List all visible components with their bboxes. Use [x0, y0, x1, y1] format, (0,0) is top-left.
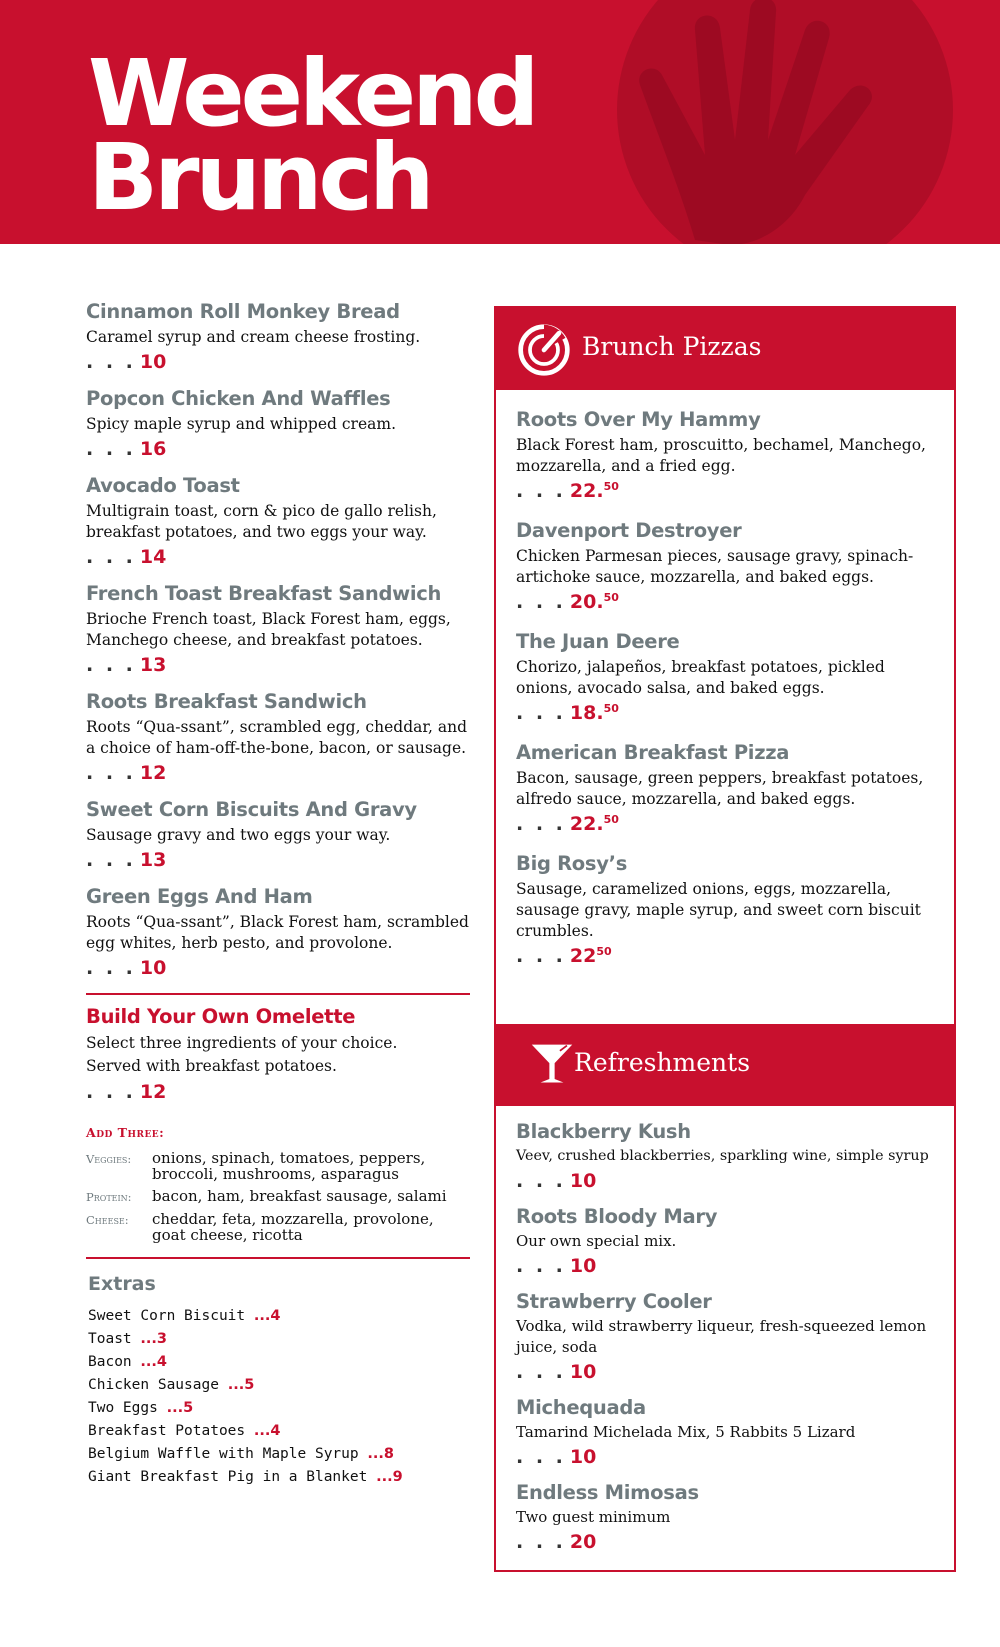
item-price: [516, 1255, 946, 1277]
item-name: French Toast Breakfast Sandwich: [86, 582, 442, 605]
price-value: 10: [569, 1446, 597, 1468]
item-price: [86, 546, 470, 568]
page-title: [88, 40, 536, 231]
option-row: [86, 1188, 470, 1205]
right-menu-box: [494, 306, 956, 1572]
option-row: [86, 1211, 470, 1243]
item-description: Chorizo, jalapeños, breakfast potatoes, pickled onions, avocado salsa, and baked eggs.: [516, 658, 885, 697]
cocktail-glass-icon: [530, 1042, 574, 1086]
extra-name: Sweet Corn Biscuit: [88, 1308, 246, 1324]
extra-price: ...5: [166, 1400, 194, 1416]
price-value: 12: [139, 762, 167, 784]
menu-item: [516, 1205, 946, 1277]
item-description: Brioche French toast, Black Forest ham, eggs, Manchego cheese, and breakfast potatoes.: [86, 610, 451, 649]
item-name: Roots Bloody Mary: [516, 1205, 718, 1228]
menu-item: [516, 408, 946, 502]
price-value: 20.: [569, 591, 604, 613]
handprint-logo-icon: [600, 0, 960, 244]
option-label: Veggies:: [86, 1152, 132, 1166]
price-value: 16: [139, 438, 167, 460]
extra-item: [86, 1466, 470, 1489]
item-description: Multigrain toast, corn & pico de gallo relish, breakfast potatoes, and two eggs your way.: [86, 502, 437, 541]
left-menu-column: [86, 300, 470, 1489]
price-dots: . . .: [86, 546, 136, 568]
pizza-list: [516, 408, 946, 984]
price-value: 22.: [569, 480, 604, 502]
item-name: Blackberry Kush: [516, 1120, 691, 1143]
price-dots: . . .: [516, 813, 566, 835]
price-dots: . . .: [86, 849, 136, 871]
price-dots: . . .: [516, 1255, 566, 1277]
item-description: Sausage gravy and two eggs your way.: [86, 826, 391, 844]
option-row: [86, 1150, 470, 1182]
item-description: Veev, crushed blackberries, sparkling wine, simple syrup: [516, 1148, 929, 1164]
item-price: [86, 438, 470, 460]
extra-price: ...9: [376, 1469, 403, 1485]
item-price: [516, 945, 946, 967]
extra-price: ...4: [140, 1354, 168, 1370]
item-price: [516, 1170, 946, 1192]
item-description: Two guest minimum: [516, 1508, 671, 1526]
item-price: [86, 762, 470, 784]
item-name: The Juan Deere: [516, 630, 680, 653]
omelette-item: [86, 1005, 470, 1103]
price-dots: . . .: [516, 702, 566, 724]
option-value: bacon, ham, breakfast sausage, salami: [152, 1187, 447, 1205]
refreshment-list: [516, 1120, 946, 1566]
price-value: 18.: [569, 702, 604, 724]
price-value: 20: [569, 1531, 597, 1553]
menu-item: [516, 741, 946, 835]
item-description: Bacon, sausage, green peppers, breakfast potatoes, alfredo sauce, mozzarella, and baked eggs.: [516, 769, 924, 808]
extras-heading: Extras: [88, 1273, 156, 1295]
price-cents: 50: [596, 945, 612, 958]
extra-name: Belgium Waffle with Maple Syrup: [88, 1446, 359, 1462]
item-price: [516, 813, 946, 835]
item-price: [516, 480, 946, 502]
extra-price: ...5: [227, 1377, 255, 1393]
price-dots: . . .: [516, 1170, 566, 1192]
item-name: Roots Over My Hammy: [516, 408, 761, 431]
price-cents: 50: [603, 702, 619, 715]
price-value: 13: [139, 849, 167, 871]
extra-name: Two Eggs: [88, 1400, 158, 1416]
menu-item: [86, 474, 470, 568]
item-price: [516, 1531, 946, 1553]
item-price: [516, 1361, 946, 1383]
extra-item: [86, 1443, 470, 1466]
option-value: cheddar, feta, mozzarella, provolone, goat cheese, ricotta: [152, 1210, 434, 1244]
extra-item: [86, 1351, 470, 1374]
item-price: [516, 702, 946, 724]
menu-item: [516, 1481, 946, 1553]
add-three-heading: Add Three:: [86, 1125, 165, 1140]
price-dots: . . .: [86, 762, 136, 784]
price-value: 10: [569, 1170, 597, 1192]
price-cents: 50: [603, 813, 619, 826]
item-price: [86, 654, 470, 676]
title-line-2: Brunch: [88, 124, 431, 231]
refreshments-banner: [496, 1024, 954, 1106]
price-dots: . . .: [516, 1531, 566, 1553]
price-dots: . . .: [516, 1446, 566, 1468]
item-name: Sweet Corn Biscuits And Gravy: [86, 798, 417, 821]
header-banner: [0, 0, 1000, 244]
extra-name: Toast: [88, 1331, 132, 1347]
price-dots: . . .: [516, 591, 566, 613]
item-name: Roots Breakfast Sandwich: [86, 690, 367, 713]
menu-item: [516, 1290, 946, 1383]
item-description: Our own special mix.: [516, 1232, 677, 1250]
item-description: Served with breakfast potatoes.: [86, 1057, 337, 1075]
section-title: Refreshments: [574, 1048, 751, 1077]
extra-name: Breakfast Potatoes: [88, 1423, 246, 1439]
option-value: onions, spinach, tomatoes, peppers, broccoli, mushrooms, asparagus: [152, 1149, 426, 1183]
price-dots: . . .: [516, 1361, 566, 1383]
item-description: Tamarind Michelada Mix, 5 Rabbits 5 Lizard: [516, 1423, 856, 1441]
item-name: Big Rosy’s: [516, 852, 628, 875]
menu-item: [516, 852, 946, 967]
price-value: 12: [139, 1081, 167, 1103]
price-value: 10: [139, 957, 167, 979]
menu-item: [86, 582, 470, 676]
menu-item: [86, 798, 470, 871]
extra-price: ...3: [140, 1331, 168, 1347]
price-value: 22.: [569, 813, 604, 835]
item-description: Roots “Qua-ssant”, Black Forest ham, scrambled egg whites, herb pesto, and provolone.: [86, 913, 469, 952]
menu-item: [516, 519, 946, 613]
extra-name: Bacon: [88, 1354, 132, 1370]
item-name: Avocado Toast: [86, 474, 240, 497]
item-name: Cinnamon Roll Monkey Bread: [86, 300, 400, 323]
item-name: Michequada: [516, 1396, 646, 1419]
item-name: Endless Mimosas: [516, 1481, 699, 1504]
menu-item: [516, 1396, 946, 1468]
price-value: 10: [569, 1361, 597, 1383]
menu-item: [516, 630, 946, 724]
extra-item: [86, 1397, 470, 1420]
extra-item: [86, 1374, 470, 1397]
item-description: Vodka, wild strawberry liqueur, fresh-squeezed lemon juice, soda: [516, 1317, 927, 1356]
price-value: 10: [139, 351, 167, 373]
item-price: [516, 591, 946, 613]
item-description: Caramel syrup and cream cheese frosting.: [86, 328, 421, 346]
item-name: Popcon Chicken And Waffles: [86, 387, 391, 410]
menu-item: [86, 885, 470, 979]
extra-item: [86, 1305, 470, 1328]
price-dots: . . .: [86, 351, 136, 373]
price-cents: 50: [603, 591, 619, 604]
item-description: Select three ingredients of your choice.: [86, 1034, 398, 1052]
item-description: Sausage, caramelized onions, eggs, mozzarella, sausage gravy, maple syrup, and sweet corn biscuit crumbles.: [516, 880, 921, 940]
item-price: [86, 849, 470, 871]
price-dots: . . .: [516, 945, 566, 967]
option-label: Cheese:: [86, 1213, 129, 1227]
item-description: Roots “Qua-ssant”, scrambled egg, cheddar, and a choice of ham-off-the-bone, bacon, or sausage.: [86, 718, 468, 757]
price-value: 14: [139, 546, 167, 568]
price-value: 13: [139, 654, 167, 676]
extra-price: ...4: [253, 1423, 281, 1439]
title-line-1: Weekend: [88, 40, 536, 147]
item-price: [86, 1081, 470, 1103]
extra-item: [86, 1420, 470, 1443]
divider: [86, 993, 470, 995]
extra-price: ...4: [253, 1308, 281, 1324]
extra-item: [86, 1328, 470, 1351]
pizza-icon: [516, 322, 572, 378]
section-title: Brunch Pizzas: [582, 332, 762, 361]
price-dots: . . .: [86, 957, 136, 979]
menu-item: [86, 690, 470, 784]
item-name: Green Eggs And Ham: [86, 885, 313, 908]
price-value: 10: [569, 1255, 597, 1277]
price-value: 22: [569, 945, 597, 967]
item-description: Chicken Parmesan pieces, sausage gravy, spinach-artichoke sauce, mozzarella, and baked eggs.: [516, 547, 914, 586]
price-dots: . . .: [516, 480, 566, 502]
menu-item: [516, 1120, 946, 1192]
menu-item: [86, 300, 470, 373]
item-name: Davenport Destroyer: [516, 519, 742, 542]
item-description: Spicy maple syrup and whipped cream.: [86, 415, 397, 433]
price-cents: 50: [603, 480, 619, 493]
menu-item: [86, 387, 470, 460]
extra-price: ...8: [367, 1446, 394, 1462]
price-dots: . . .: [86, 1081, 136, 1103]
price-dots: . . .: [86, 438, 136, 460]
price-dots: . . .: [86, 654, 136, 676]
option-label: Protein:: [86, 1190, 132, 1204]
item-description: Black Forest ham, proscuitto, bechamel, Manchego, mozzarella, and a fried egg.: [516, 436, 926, 475]
divider: [86, 1257, 470, 1259]
extra-name: Chicken Sausage: [88, 1377, 219, 1393]
brunch-pizzas-banner: [496, 308, 954, 390]
item-price: [86, 351, 470, 373]
item-price: [86, 957, 470, 979]
item-name: Strawberry Cooler: [516, 1290, 712, 1313]
item-price: [516, 1446, 946, 1468]
extra-name: Giant Breakfast Pig in a Blanket: [88, 1469, 368, 1485]
item-name: Build Your Own Omelette: [86, 1005, 356, 1028]
item-name: American Breakfast Pizza: [516, 741, 790, 764]
